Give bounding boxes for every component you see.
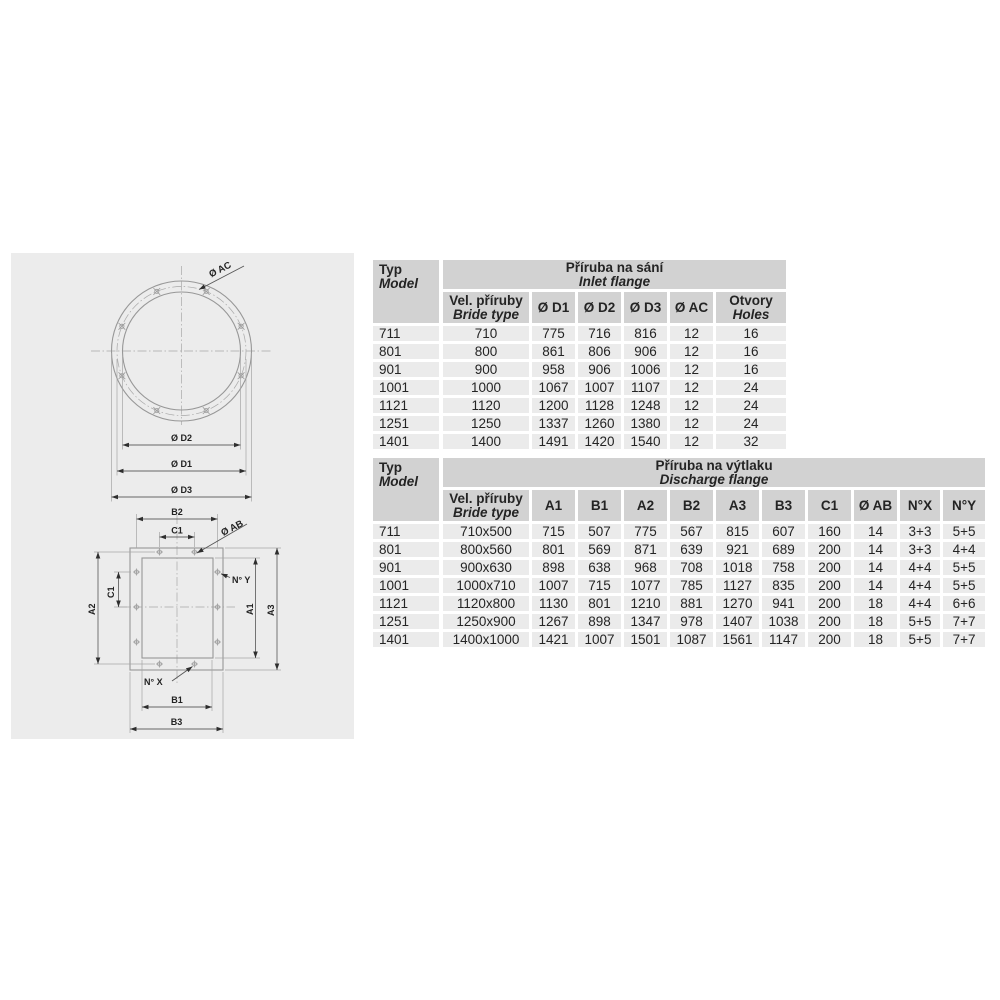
table-row: [373, 434, 786, 449]
value-cell: 12: [670, 416, 713, 431]
value-cell: 18: [854, 596, 897, 611]
value-cell: 1400x1000: [443, 632, 529, 647]
value-cell: 921: [716, 542, 759, 557]
value-cell: 12: [670, 434, 713, 449]
value-cell: 1400: [443, 434, 529, 449]
value-cell: 1407: [716, 614, 759, 629]
value-cell: 1130: [532, 596, 575, 611]
col-header-holes: Otvory Holes: [716, 292, 786, 323]
dim-label-n-y: N° Y: [232, 575, 251, 585]
bolt-hole: [133, 569, 140, 576]
value-cell: 900: [443, 362, 529, 377]
table-row: [373, 416, 786, 431]
value-cell: 5+5: [943, 524, 985, 539]
dim-label-dia-d2: Ø D2: [170, 433, 193, 443]
discharge-flange-table: [370, 455, 988, 650]
table-row: [373, 614, 985, 629]
bolt-hole: [238, 372, 245, 379]
value-cell: 160: [808, 524, 851, 539]
value-cell: 1120: [443, 398, 529, 413]
inlet-flange-table: [370, 257, 789, 452]
dim-label-dia-d1: Ø D1: [170, 459, 193, 469]
model-label: Model: [379, 276, 418, 291]
value-cell: 14: [854, 578, 897, 593]
typ-model-header: [373, 458, 440, 521]
value-cell: 900x630: [443, 560, 529, 575]
value-cell: 1200: [532, 398, 575, 413]
bolt-hole: [133, 639, 140, 646]
value-cell: 12: [670, 380, 713, 395]
discharge-flange-drawing: [87, 507, 281, 733]
bolt-hole: [203, 407, 210, 414]
bolt-hole: [203, 288, 210, 295]
col-header-ny: N°Y: [943, 490, 985, 521]
model-cell: 801: [373, 344, 440, 359]
value-cell: 1007: [578, 380, 621, 395]
dim-label-a1: A1: [245, 603, 255, 615]
col-header-b2: B2: [670, 490, 713, 521]
value-cell: 4+4: [900, 560, 940, 575]
value-cell: 5+5: [900, 632, 940, 647]
typ-label: Typ: [379, 460, 402, 475]
flange-drawings: [11, 253, 354, 739]
value-cell: 1000: [443, 380, 529, 395]
value-cell: 689: [762, 542, 805, 557]
col-header-a3: A3: [716, 490, 759, 521]
value-cell: 24: [716, 380, 786, 395]
model-cell: 711: [373, 524, 440, 539]
value-cell: 716: [578, 326, 621, 341]
value-cell: 1491: [532, 434, 575, 449]
value-cell: 775: [624, 524, 667, 539]
dim-label-c1-left: C1: [106, 586, 116, 598]
dim-label-c1-top: C1: [171, 525, 183, 536]
value-cell: 16: [716, 326, 786, 341]
value-cell: 1421: [532, 632, 575, 647]
model-cell: 1121: [373, 596, 440, 611]
value-cell: 785: [670, 578, 713, 593]
model-cell: 1401: [373, 434, 440, 449]
col-header-ac: Ø AC: [670, 292, 713, 323]
value-cell: 14: [854, 524, 897, 539]
bolt-hole: [119, 323, 126, 330]
inlet-flange-title: Příruba na sání Inlet flange: [443, 260, 786, 289]
col-header-nx: N°X: [900, 490, 940, 521]
value-cell: 4+4: [900, 596, 940, 611]
value-cell: 200: [808, 596, 851, 611]
value-cell: 1250x900: [443, 614, 529, 629]
value-cell: 835: [762, 578, 805, 593]
model-cell: 801: [373, 542, 440, 557]
value-cell: 5+5: [943, 560, 985, 575]
value-cell: 708: [670, 560, 713, 575]
bolt-hole: [156, 549, 163, 556]
bolt-hole: [214, 569, 221, 576]
value-cell: 871: [624, 542, 667, 557]
value-cell: 710x500: [443, 524, 529, 539]
value-cell: 567: [670, 524, 713, 539]
col-header-d3: Ø D3: [624, 292, 667, 323]
value-cell: 638: [578, 560, 621, 575]
value-cell: 1501: [624, 632, 667, 647]
value-cell: 1006: [624, 362, 667, 377]
value-cell: 7+7: [943, 614, 985, 629]
col-header-b3: B3: [762, 490, 805, 521]
value-cell: 607: [762, 524, 805, 539]
value-cell: 1018: [716, 560, 759, 575]
value-cell: 800: [443, 344, 529, 359]
table-row: [373, 362, 786, 377]
value-cell: 775: [532, 326, 575, 341]
value-cell: 1260: [578, 416, 621, 431]
value-cell: 200: [808, 578, 851, 593]
model-cell: 1001: [373, 380, 440, 395]
value-cell: 200: [808, 614, 851, 629]
table-row: [373, 560, 985, 575]
bolt-hole: [153, 288, 160, 295]
typ-model-header: [373, 260, 440, 323]
bolt-hole: [153, 407, 160, 414]
bolt-hole: [238, 323, 245, 330]
model-cell: 1251: [373, 416, 440, 431]
value-cell: 12: [670, 344, 713, 359]
col-header-ab: Ø AB: [854, 490, 897, 521]
value-cell: 200: [808, 560, 851, 575]
value-cell: 24: [716, 398, 786, 413]
value-cell: 958: [532, 362, 575, 377]
value-cell: 18: [854, 632, 897, 647]
value-cell: 1347: [624, 614, 667, 629]
value-cell: 715: [578, 578, 621, 593]
col-header-d1: Ø D1: [532, 292, 575, 323]
value-cell: 806: [578, 344, 621, 359]
value-cell: 801: [578, 596, 621, 611]
inlet-flange-drawing: [91, 260, 273, 502]
value-cell: 1120x800: [443, 596, 529, 611]
value-cell: 14: [854, 560, 897, 575]
col-header-b1: B1: [578, 490, 621, 521]
model-cell: 901: [373, 362, 440, 377]
value-cell: 898: [532, 560, 575, 575]
value-cell: 715: [532, 524, 575, 539]
bolt-hole: [214, 639, 221, 646]
value-cell: 861: [532, 344, 575, 359]
value-cell: 4+4: [900, 578, 940, 593]
value-cell: 800x560: [443, 542, 529, 557]
value-cell: 968: [624, 560, 667, 575]
value-cell: 941: [762, 596, 805, 611]
value-cell: 24: [716, 416, 786, 431]
value-cell: 758: [762, 560, 805, 575]
value-cell: 1540: [624, 434, 667, 449]
value-cell: 200: [808, 632, 851, 647]
value-cell: 5+5: [943, 578, 985, 593]
value-cell: 569: [578, 542, 621, 557]
table-row: [373, 596, 985, 611]
value-cell: 1267: [532, 614, 575, 629]
dim-label-b3: B3: [170, 717, 183, 727]
value-cell: 507: [578, 524, 621, 539]
value-cell: 4+4: [943, 542, 985, 557]
drawing-panel: [11, 253, 354, 739]
value-cell: 18: [854, 614, 897, 629]
value-cell: 639: [670, 542, 713, 557]
model-cell: 711: [373, 326, 440, 341]
col-header-a2: A2: [624, 490, 667, 521]
value-cell: 1210: [624, 596, 667, 611]
discharge-table-body: [373, 524, 985, 647]
dim-label-dia-d3: Ø D3: [170, 485, 193, 495]
value-cell: 815: [716, 524, 759, 539]
value-cell: 5+5: [900, 614, 940, 629]
col-header-d2: Ø D2: [578, 292, 621, 323]
table-row: [373, 398, 786, 413]
value-cell: 906: [624, 344, 667, 359]
value-cell: 1038: [762, 614, 805, 629]
value-cell: 881: [670, 596, 713, 611]
value-cell: 12: [670, 326, 713, 341]
model-cell: 1121: [373, 398, 440, 413]
value-cell: 906: [578, 362, 621, 377]
col-header-c1: C1: [808, 490, 851, 521]
table-row: [373, 380, 786, 395]
value-cell: 1077: [624, 578, 667, 593]
dim-label-b1: B1: [171, 695, 183, 705]
inlet-table-body: [373, 326, 786, 449]
model-cell: 1001: [373, 578, 440, 593]
value-cell: 16: [716, 344, 786, 359]
value-cell: 16: [716, 362, 786, 377]
value-cell: 14: [854, 542, 897, 557]
value-cell: 6+6: [943, 596, 985, 611]
value-cell: 898: [578, 614, 621, 629]
table-row: [373, 632, 985, 647]
value-cell: 1248: [624, 398, 667, 413]
col-header-bride-type: Vel. příruby Bride type: [443, 292, 529, 323]
value-cell: 1128: [578, 398, 621, 413]
value-cell: 1127: [716, 578, 759, 593]
value-cell: 3+3: [900, 524, 940, 539]
table-row: [373, 344, 786, 359]
dim-label-a2: A2: [87, 603, 97, 615]
table-row: [373, 326, 786, 341]
value-cell: 1337: [532, 416, 575, 431]
value-cell: 1107: [624, 380, 667, 395]
value-cell: 200: [808, 542, 851, 557]
dim-label-a3: A3: [266, 604, 276, 616]
value-cell: 32: [716, 434, 786, 449]
value-cell: 1000x710: [443, 578, 529, 593]
value-cell: 1007: [532, 578, 575, 593]
bolt-hole: [214, 604, 221, 611]
value-cell: 3+3: [900, 542, 940, 557]
value-cell: 1147: [762, 632, 805, 647]
table-row: [373, 542, 985, 557]
col-header-a1: A1: [532, 490, 575, 521]
model-cell: 1401: [373, 632, 440, 647]
bolt-hole: [119, 372, 126, 379]
value-cell: 1561: [716, 632, 759, 647]
col-header-bride-type: Vel. příruby Bride type: [443, 490, 529, 521]
model-cell: 901: [373, 560, 440, 575]
value-cell: 1087: [670, 632, 713, 647]
dim-label-b2: B2: [171, 507, 183, 517]
bolt-hole: [156, 661, 163, 668]
value-cell: 1067: [532, 380, 575, 395]
model-label: Model: [379, 474, 418, 489]
dim-label-n-x: N° X: [144, 677, 163, 687]
table-row: [373, 524, 985, 539]
value-cell: 978: [670, 614, 713, 629]
value-cell: 7+7: [943, 632, 985, 647]
bolt-hole: [133, 604, 140, 611]
value-cell: 12: [670, 362, 713, 377]
table-row: [373, 578, 985, 593]
value-cell: 1420: [578, 434, 621, 449]
value-cell: 1380: [624, 416, 667, 431]
dim-label-dia-ac: Ø AC: [207, 259, 234, 281]
value-cell: 710: [443, 326, 529, 341]
bolt-hole: [191, 549, 198, 556]
value-cell: 816: [624, 326, 667, 341]
value-cell: 1270: [716, 596, 759, 611]
typ-label: Typ: [379, 262, 402, 277]
dim-label-dia-ab: Ø AB: [219, 518, 246, 539]
value-cell: 12: [670, 398, 713, 413]
value-cell: 1007: [578, 632, 621, 647]
discharge-flange-title: Příruba na výtlaku Discharge flange: [443, 458, 985, 487]
model-cell: 1251: [373, 614, 440, 629]
value-cell: 801: [532, 542, 575, 557]
value-cell: 1250: [443, 416, 529, 431]
